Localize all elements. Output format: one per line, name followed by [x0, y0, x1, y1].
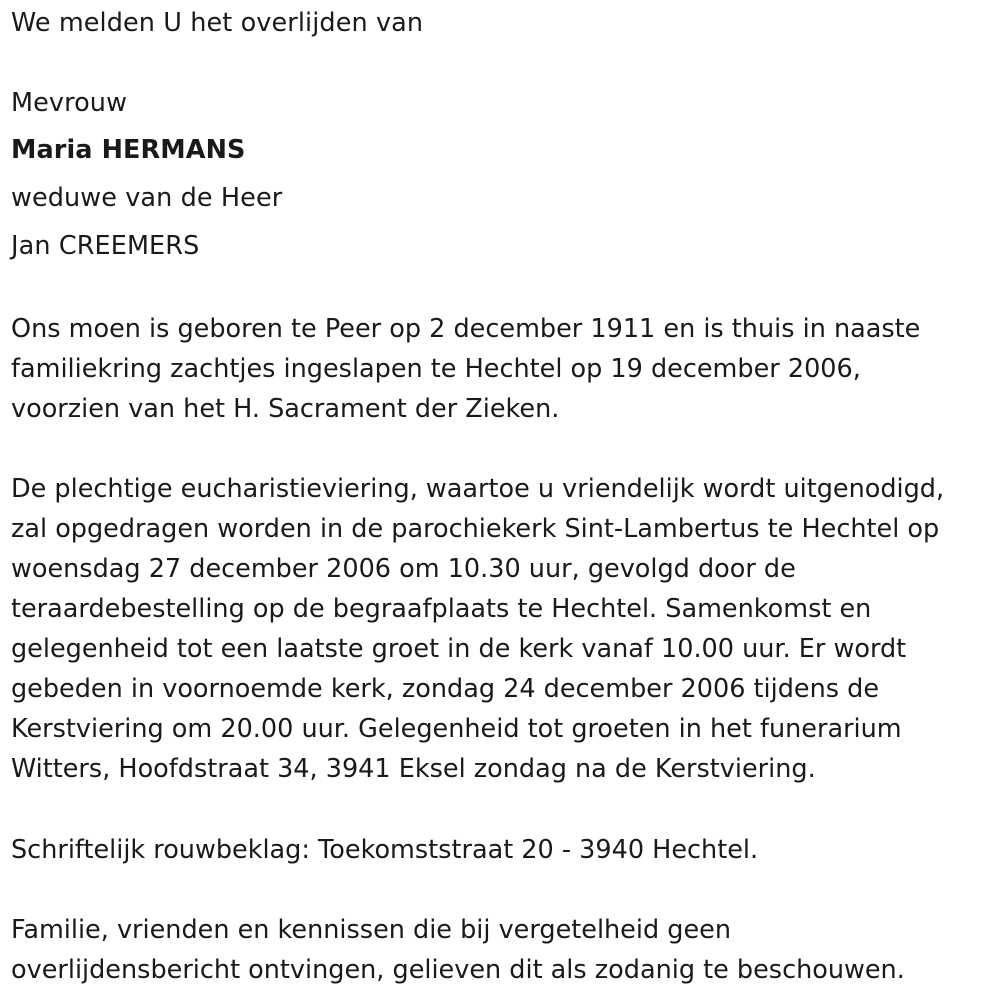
paragraph-line: Familie, vrienden en kennissen die bij vergetelheid geen [11, 915, 731, 945]
paragraph-line: teraardebestelling op de begraafplaats te Hechtel. Samenkomst en [11, 594, 872, 624]
paragraph-line: woensdag 27 december 2006 om 10.30 uur, gevolgd door de [11, 554, 796, 584]
paragraph-line: gebeden in voornoemde kerk, zondag 24 december 2006 tijdens de [11, 674, 880, 704]
paragraph-line: gelegenheid tot een laatste groet in de kerk vanaf 10.00 uur. Er wordt [11, 634, 907, 664]
spouse-name: Jan CREEMERS [11, 231, 200, 261]
salutation: Mevrouw [11, 88, 128, 118]
paragraph-line: Kerstviering om 20.00 uur. Gelegenheid tot groeten in het funerarium [11, 714, 902, 744]
paragraph-line: Ons moen is geboren te Peer op 2 december 1911 en is thuis in naaste [11, 314, 921, 344]
paragraph-line: familiekring zachtjes ingeslapen te Hechtel op 19 december 2006, [11, 354, 861, 384]
birth-death-paragraph [11, 309, 920, 429]
paragraph-line: voorzien van het H. Sacrament der Zieken. [11, 394, 560, 424]
paragraph-line: zal opgedragen worden in de parochiekerk Sint-Lambertus te Hechtel op [11, 514, 940, 544]
service-paragraph [11, 469, 944, 789]
paragraph-line: De plechtige eucharistieviering, waartoe u vriendelijk wordt uitgenodigd, [11, 474, 945, 504]
paragraph-line: overlijdensbericht ontvingen, gelieven dit als zodanig te beschouwen. [11, 955, 905, 985]
intro-text: We melden U het overlijden van [11, 8, 424, 38]
deceased-name: Maria HERMANS [11, 135, 246, 165]
paragraph-line: Witters, Hoofdstraat 34, 3941 Eksel zondag na de Kerstviering. [11, 754, 816, 784]
closing-paragraph [11, 910, 905, 990]
widow-of-text: weduwe van de Heer [11, 183, 283, 213]
paragraph-line: Schriftelijk rouwbeklag: Toekomststraat 20 - 3940 Hechtel. [11, 835, 759, 865]
condolence-paragraph [11, 830, 758, 870]
